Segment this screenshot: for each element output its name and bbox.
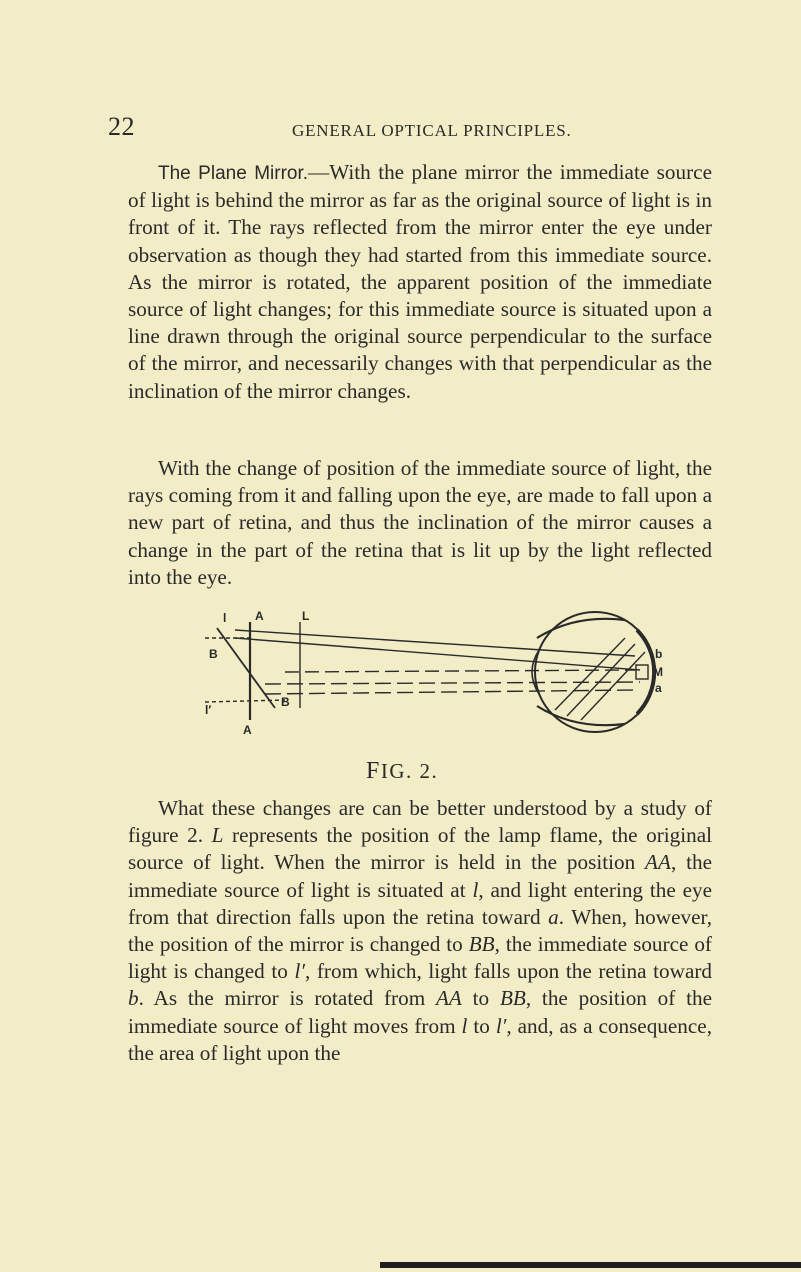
lens-line-1: [555, 638, 625, 710]
running-head: GENERAL OPTICAL PRINCIPLES.: [292, 121, 572, 140]
ray-middle: [285, 670, 635, 672]
lower-lid: [537, 706, 625, 725]
italic-BB: BB: [468, 932, 495, 957]
italic-AA: AA: [645, 850, 671, 875]
mirror-eye-diagram: [195, 610, 675, 740]
italic-l: l: [461, 1013, 468, 1038]
source-line-l-prime: [205, 700, 285, 702]
ray-lower-2: [265, 690, 635, 694]
label-l-prime: l′: [205, 703, 212, 717]
text-run: , the position of the immediate source of light moves from: [128, 986, 713, 1038]
text-run: . When, however, the position of the mirror is changed to: [128, 904, 712, 957]
figure-2-diagram: [195, 610, 675, 740]
text-run: , the immediate source of light is changed to: [128, 932, 712, 984]
caption-initial: F: [366, 758, 381, 784]
label-A-bottom: A: [243, 723, 252, 737]
ray-lower: [265, 682, 640, 684]
text-run: , and, as a consequence, the area of light upon the: [128, 1013, 712, 1065]
text-run: , and light entering the eye from that direction falls upon the retina toward: [128, 877, 712, 929]
text-run: , from which, light falls upon the retina toward: [304, 959, 712, 984]
page-number: 22: [108, 112, 135, 141]
italic-BB: BB: [499, 986, 526, 1011]
upper-lid: [537, 619, 625, 638]
italic-AA: AA: [435, 986, 462, 1011]
text-run: represents the position of the lamp flame, the original source of light. When the mirror is held in the position: [128, 823, 712, 875]
eye-retina-arc: [637, 630, 654, 714]
text-run: to: [467, 1013, 496, 1038]
page-edge-rule: [380, 1262, 801, 1268]
text-run: , the immediate source of light is situated at: [128, 850, 712, 902]
paragraph-change-of-position: [128, 455, 712, 591]
retina-M-box: [636, 665, 648, 679]
section-heading: The Plane Mirror.: [158, 163, 309, 184]
label-M: M: [653, 665, 663, 679]
label-a: a: [655, 681, 662, 695]
italic-l: l: [472, 877, 479, 902]
label-A-top: A: [255, 610, 264, 623]
figure-caption: [366, 758, 438, 785]
text-run: to: [461, 986, 500, 1011]
label-B-bottom: B: [281, 695, 290, 709]
text-run: What these changes are can be better understood by a study of figure 2.: [128, 796, 712, 848]
paragraph-2-text: With the change of position of the immediate source of light, the rays coming from it and falling upon the eye, are made to fall upon a new part of retina, and thus the inclination of the mirror causes a change in the part of the retina that is lit up by the light reflected into the eye.: [128, 456, 712, 589]
lens-line-3: [581, 652, 645, 720]
lens-line-2: [567, 644, 635, 716]
label-l: l: [223, 611, 227, 625]
paragraph-plane-mirror: [128, 159, 712, 405]
caption-rest: IG. 2.: [380, 759, 439, 783]
italic-L: L: [211, 823, 224, 848]
label-b: b: [655, 647, 663, 661]
label-B-left: B: [209, 647, 218, 661]
italic-l-prime: l′: [495, 1013, 507, 1038]
paragraph-1-text: —With the plane mirror the immediate source of light is behind the mirror as far as the original source of light is in front of it. The rays reflected from the mirror enter the eye under observation as though they had started from this immediate source. As the mirror is rotated, the apparent position of the immediate source of light changes; for this immediate source is situated upon a line drawn through the original source perpendicular to the surface of the mirror, and necessarily changes with that perpendicular as the inclination of the mirror changes.: [128, 160, 712, 403]
paragraph-figure-explanation: [128, 795, 712, 1067]
text-run: . As the mirror is rotated from: [138, 986, 436, 1011]
italic-a: a: [548, 904, 559, 929]
italic-l-prime: l′: [294, 959, 305, 984]
italic-b: b: [128, 986, 139, 1011]
label-L: L: [302, 610, 310, 623]
